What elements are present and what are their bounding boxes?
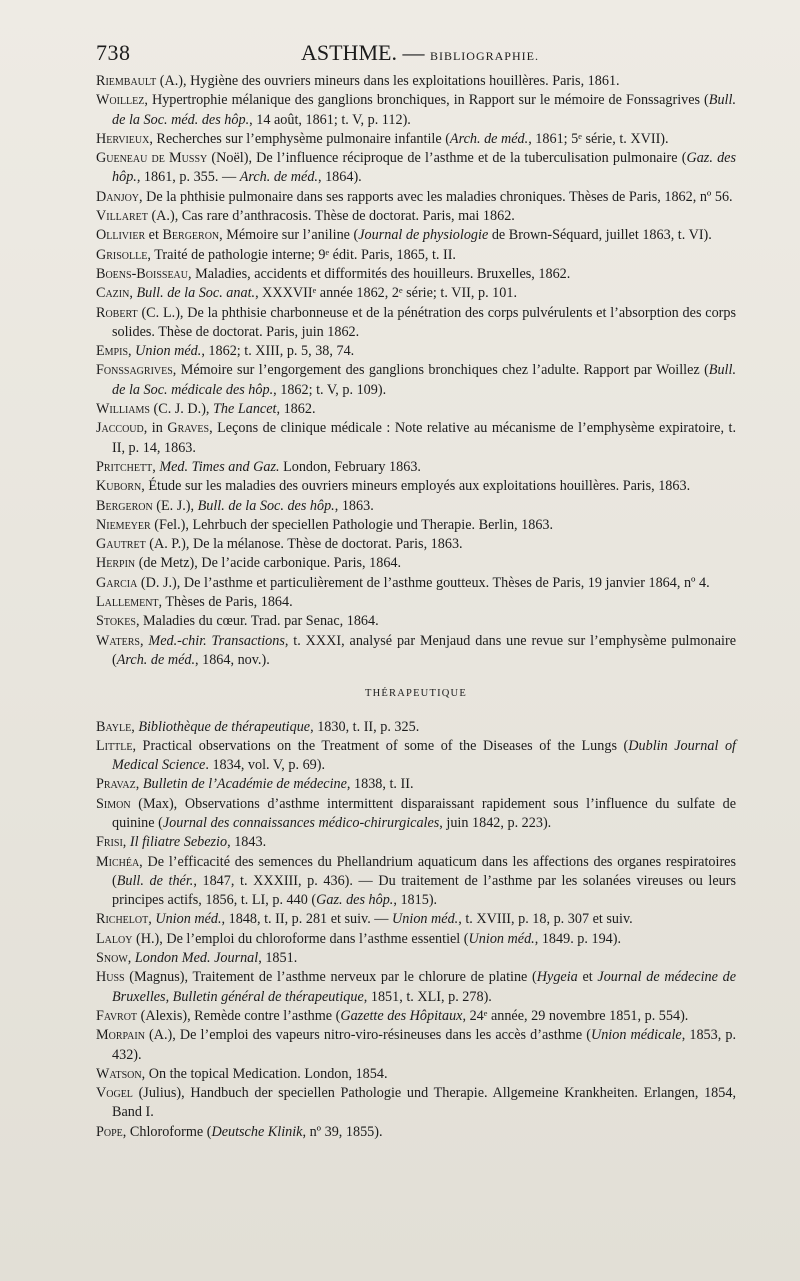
entry-author: Favrot bbox=[96, 1007, 138, 1024]
entry-author: Herpin bbox=[96, 555, 136, 572]
entry-text: , 1848, t. II, p. 281 et suiv. — bbox=[221, 911, 393, 928]
bibliography-entry bbox=[96, 1084, 736, 1123]
entry-title-italic: The Lancet bbox=[213, 401, 277, 418]
page-header bbox=[96, 40, 736, 70]
entry-title-italic: Gaz. des hôp. bbox=[316, 892, 394, 909]
entry-author: Bergeron bbox=[96, 497, 153, 514]
bibliography-entry bbox=[96, 1026, 736, 1065]
bibliography-entry bbox=[96, 284, 736, 303]
entry-author: Fonssagrives bbox=[96, 362, 173, 379]
entry-author: Stokes bbox=[96, 613, 136, 630]
entry-text: de Brown-Séquard, juillet 1863, t. VI). bbox=[488, 227, 712, 244]
entry-text: , 1851, t. XLI, p. 278). bbox=[363, 988, 492, 1005]
entry-text: , 1838, t. II. bbox=[346, 776, 414, 793]
entry-author: Kuborn bbox=[96, 478, 142, 495]
entry-title-italic: Med.-chir. Transactions bbox=[148, 632, 285, 649]
bibliography-entry bbox=[96, 361, 736, 400]
entry-text: (D. J.), De l’asthme et particulièrement de l’asthme goutteux. Thèses de Paris, 19 janvier 1864, nº 4. bbox=[137, 574, 710, 591]
entry-text: (A.), Hygiène des ouvriers mineurs dans les exploitations houillères. Paris, 1861. bbox=[156, 73, 620, 89]
entry-author: Danjoy bbox=[96, 188, 140, 205]
bibliography-entry bbox=[96, 612, 736, 631]
entry-title-italic: Bull. de thér. bbox=[116, 872, 194, 889]
entry-text: , bbox=[135, 776, 143, 793]
bibliography-entry bbox=[96, 207, 736, 226]
entry-text: . 1834, vol. V, p. 69). bbox=[205, 757, 326, 774]
entry-text: (H.), De l’emploi du chloroforme dans l’asthme essentiel ( bbox=[132, 930, 469, 947]
entry-text: , De l’efficacité des semences du Phellandrium aquaticum dans les affections des organes respiratoires ( bbox=[112, 853, 736, 889]
entry-text: , 1861, p. 355. — bbox=[136, 169, 240, 186]
entry-title-italic: Bull. de la Soc. médicale des hôp. bbox=[112, 362, 736, 398]
entry-author: Snow bbox=[96, 950, 128, 967]
entry-text: (Fel.), Lehrbuch der speciellen Pathologie und Therapie. Berlin, 1863. bbox=[150, 516, 554, 533]
entry-text: , 1862. bbox=[276, 401, 316, 418]
entry-text: , Étude sur les maladies des ouvriers mineurs employés aux exploitations houillères. Paris, 1863. bbox=[141, 478, 691, 495]
bibliography-entry bbox=[96, 72, 736, 91]
entry-text: , XXXVIIᵉ année 1862, 2ᵉ série; t. VII, p. 101. bbox=[255, 285, 517, 302]
entry-text: , Hypertrophie mélanique des ganglions bronchiques, in Rapport sur le mémoire de Fonssagrives ( bbox=[144, 92, 709, 109]
entry-author: Boens-Boisseau bbox=[96, 265, 188, 282]
bibliography-entry bbox=[96, 535, 736, 554]
page-number: 738 bbox=[96, 40, 131, 65]
entry-title-italic: Hygeia bbox=[536, 969, 578, 986]
entry-text: , bbox=[139, 632, 149, 649]
entry-text: , nº 39, 1855). bbox=[302, 1123, 383, 1140]
bibliography-entry bbox=[96, 1123, 736, 1142]
bibliography-section-therapeutique bbox=[96, 718, 736, 1143]
entry-author: Cazin bbox=[96, 285, 130, 302]
bibliography-entry bbox=[96, 574, 736, 593]
entry-text: , bbox=[152, 458, 160, 475]
entry-text: , 1849. p. 194). bbox=[534, 930, 622, 947]
entry-text: (Julius), Handbuch der speciellen Pathologie und Therapie. Allgemeine Krankheiten. Erlangen, 1854, Band I. bbox=[112, 1085, 736, 1121]
entry-title-italic: Med. Times and Gaz. bbox=[159, 458, 280, 475]
entry-text: (Alexis), Remède contre l’asthme ( bbox=[137, 1007, 341, 1024]
entry-author: Laloy bbox=[96, 930, 133, 947]
bibliography-entry bbox=[96, 419, 736, 458]
entry-title-italic: Union méd. bbox=[468, 930, 535, 947]
entry-title-italic: Arch. de méd. bbox=[116, 651, 196, 668]
entry-text: (C. L.), De la phthisie charbonneuse et de la pénétration des corps pulvérulents et l’absorption des corps solides. Thèse de doctorat. Paris, juin 1862. bbox=[112, 304, 736, 340]
entry-text: , juin 1842, p. 223). bbox=[439, 814, 552, 831]
entry-title-italic: Bull. de la Soc. méd. des hôp. bbox=[112, 92, 736, 128]
bibliography-entry bbox=[96, 497, 736, 516]
entry-title-italic: Journal de physiologie bbox=[358, 227, 489, 244]
entry-author: Pope bbox=[96, 1123, 123, 1140]
bibliography-entry bbox=[96, 833, 736, 852]
bibliography-entry bbox=[96, 853, 736, 911]
entry-text: , Traité de pathologie interne; 9ᵉ édit. Paris, 1865, t. II. bbox=[147, 246, 456, 263]
entry-author: Pritchett bbox=[96, 458, 153, 475]
entry-title-italic: Arch. de méd. bbox=[239, 169, 318, 186]
bibliography-entry bbox=[96, 949, 736, 968]
entry-author: Simon bbox=[96, 795, 131, 812]
bibliography-entry bbox=[96, 188, 736, 207]
entry-title-italic: Union méd. bbox=[135, 343, 202, 360]
entry-author: Garcia bbox=[96, 574, 138, 591]
entry-text: , bbox=[129, 285, 137, 302]
entry-author: Niemeyer bbox=[96, 516, 151, 533]
entry-text: , Mémoire sur l’engorgement des ganglions bronchiques chez l’adulte. Rapport par Woillez ( bbox=[172, 362, 709, 379]
bibliography-entry bbox=[96, 477, 736, 496]
entry-title-italic: Union méd. bbox=[392, 911, 459, 928]
entry-title-italic: Journal de médecine de Bruxelles, Bulletin général de thérapeutique bbox=[112, 969, 736, 1005]
bibliography-entry bbox=[96, 342, 736, 361]
entry-text: , 1853, p. 432). bbox=[112, 1027, 737, 1063]
entry-text: , Recherches sur l’emphysème pulmonaire infantile ( bbox=[149, 130, 450, 147]
entry-text: , 1862; t. V, p. 109). bbox=[273, 381, 387, 398]
bibliography-entry bbox=[96, 968, 736, 1007]
entry-text: , 24ᵉ année, 29 novembre 1851, p. 554). bbox=[462, 1007, 689, 1024]
entry-author: Riembault bbox=[96, 73, 157, 89]
bibliography-entry bbox=[96, 1007, 736, 1026]
bibliography-entry bbox=[96, 930, 736, 949]
entry-title-italic: Gaz. des hôp. bbox=[112, 150, 736, 186]
entry-text: , 1843. bbox=[227, 834, 267, 851]
entry-text: (de Metz), De l’acide carbonique. Paris, 1864. bbox=[135, 555, 402, 572]
bibliography-entry bbox=[96, 1065, 736, 1084]
entry-title-italic: Bull. de la Soc. des hôp. bbox=[197, 497, 335, 514]
entry-text: , Leçons de clinique médicale : Note relative au mécanisme de l’emphysème expiratoire, t. II, p. 14, 1863. bbox=[112, 420, 736, 456]
entry-title-italic: Bulletin de l’Académie de médecine bbox=[142, 776, 347, 793]
entry-text: , Practical observations on the Treatment of some of the Diseases of the Lungs ( bbox=[132, 737, 629, 754]
bibliography-body bbox=[96, 72, 736, 1142]
entry-text: (E. J.), bbox=[152, 497, 198, 514]
bibliography-entry bbox=[96, 718, 736, 737]
bibliography-entry bbox=[96, 246, 736, 265]
entry-text: , 1830, t. II, p. 325. bbox=[310, 718, 420, 735]
bibliography-entry bbox=[96, 458, 736, 477]
entry-text: , t. XXXI, analysé par Menjaud dans une revue sur l’emphysème pulmonaire ( bbox=[112, 632, 736, 668]
entry-text: (A.), Cas rare d’anthracosis. Thèse de doctorat. Paris, mai 1862. bbox=[147, 208, 515, 225]
entry-text: , 1815). bbox=[393, 892, 438, 909]
entry-author: Pravaz bbox=[96, 776, 136, 793]
entry-text: , bbox=[122, 834, 130, 851]
entry-author: Vogel bbox=[96, 1085, 133, 1102]
entry-text: , De la phthisie pulmonaire dans ses rapports avec les maladies chroniques. Thèses de Paris, 1862, nº 56. bbox=[139, 188, 733, 205]
entry-title-italic: Union méd. bbox=[155, 911, 222, 928]
entry-title-italic: Deutsche Klinik bbox=[211, 1123, 303, 1140]
entry-text: , bbox=[148, 911, 156, 928]
entry-author: Hervieux bbox=[96, 130, 150, 147]
entry-text: , 1862; t. XIII, p. 5, 38, 74. bbox=[201, 343, 355, 360]
entry-text: , 1861; 5ᵉ série, t. XVII). bbox=[528, 130, 669, 147]
entry-text: (Noël), De l’influence réciproque de l’asthme et de la tuberculisation pulmonaire ( bbox=[207, 150, 687, 167]
entry-author: Empis bbox=[96, 343, 129, 360]
entry-text: , Thèses de Paris, 1864. bbox=[158, 594, 293, 611]
entry-text: (Magnus), Traitement de l’asthme nerveux par le chlorure de platine ( bbox=[124, 969, 537, 986]
bibliography-section-general bbox=[96, 72, 736, 670]
entry-text: et bbox=[577, 969, 598, 986]
bibliography-entry bbox=[96, 910, 736, 929]
bibliography-entry bbox=[96, 91, 736, 130]
entry-title-italic: Union médicale bbox=[590, 1027, 682, 1044]
bibliography-entry bbox=[96, 130, 736, 149]
entry-author: Richelot bbox=[96, 911, 149, 928]
entry-author: Lallement bbox=[96, 594, 159, 611]
entry-text: , 1864). bbox=[317, 169, 362, 186]
bibliography-entry bbox=[96, 516, 736, 535]
entry-author: Villaret bbox=[96, 208, 148, 225]
entry-text: , 14 août, 1861; t. V, p. 112). bbox=[249, 111, 411, 128]
bibliography-entry bbox=[96, 400, 736, 419]
entry-author: Bayle bbox=[96, 718, 132, 735]
entry-text: et bbox=[145, 227, 163, 244]
entry-text: , bbox=[127, 950, 135, 967]
entry-title-italic: Journal des connaissances médico-chirurgicales bbox=[162, 814, 440, 831]
running-title-sub: BIBLIOGRAPHIE. bbox=[429, 49, 539, 63]
entry-author: Graves bbox=[167, 420, 210, 437]
entry-text: , 1851. bbox=[258, 950, 298, 967]
entry-title-italic: Bibliothèque de thérapeutique bbox=[138, 718, 311, 735]
entry-text: , t. XVIII, p. 18, p. 307 et suiv. bbox=[458, 911, 633, 928]
entry-title-italic: Gazette des Hôpitaux bbox=[340, 1007, 463, 1024]
entry-text: , bbox=[128, 343, 136, 360]
entry-author: Bergeron bbox=[162, 227, 220, 244]
entry-title-italic: Bull. de la Soc. anat. bbox=[136, 285, 256, 302]
running-title bbox=[301, 40, 539, 66]
entry-author: Grisolle bbox=[96, 246, 148, 263]
entry-text: (A.), De l’emploi des vapeurs nitro-viro-résineuses dans les accès d’asthme ( bbox=[144, 1027, 591, 1044]
bibliography-entry bbox=[96, 775, 736, 794]
running-title-main: ASTHME. bbox=[301, 40, 397, 65]
running-title-separator: — bbox=[396, 40, 430, 65]
entry-author: Watson bbox=[96, 1065, 142, 1082]
entry-author: Robert bbox=[96, 304, 138, 321]
entry-text: , Chloroforme ( bbox=[122, 1123, 212, 1140]
entry-text: London, February 1863. bbox=[279, 458, 421, 475]
entry-author: Huss bbox=[96, 969, 125, 986]
entry-author: Gautret bbox=[96, 536, 146, 553]
entry-author: Jaccoud bbox=[96, 420, 144, 437]
bibliography-entry bbox=[96, 554, 736, 573]
entry-text: , 1863. bbox=[334, 497, 374, 514]
entry-author: Gueneau de Mussy bbox=[96, 150, 208, 167]
entry-title-italic: Dublin Journal of Medical Science bbox=[112, 737, 736, 774]
entry-text: , On the topical Medication. London, 1854. bbox=[141, 1065, 388, 1082]
entry-title-italic: Il filiatre Sebezio bbox=[129, 834, 228, 851]
bibliography-entry bbox=[96, 226, 736, 245]
entry-text: , 1864, nov.). bbox=[195, 651, 270, 668]
entry-author: Ollivier bbox=[96, 227, 146, 244]
entry-author: Morpain bbox=[96, 1027, 145, 1044]
entry-author: Woillez bbox=[96, 92, 145, 109]
bibliography-entry bbox=[96, 632, 736, 671]
section-heading-therapeutique: THÉRAPEUTIQUE bbox=[365, 688, 467, 700]
entry-text: (Max), Observations d’asthme intermittent disparaissant rapidement sous l’influence du sulfate de quinine ( bbox=[112, 795, 736, 831]
bibliography-entry bbox=[96, 795, 736, 834]
bibliography-entry bbox=[96, 265, 736, 284]
bibliography-entry bbox=[96, 593, 736, 612]
bibliography-entry bbox=[96, 737, 736, 776]
entry-text: , Maladies du cœur. Trad. par Senac, 1864. bbox=[135, 613, 379, 630]
entry-text: , in bbox=[143, 420, 168, 437]
entry-title-italic: Arch. de méd. bbox=[449, 130, 529, 147]
entry-text: (A. P.), De la mélanose. Thèse de doctorat. Paris, 1863. bbox=[145, 536, 463, 553]
bibliography-entry bbox=[96, 149, 736, 188]
entry-text: , Mémoire sur l’aniline ( bbox=[219, 227, 359, 244]
entry-text: , bbox=[131, 718, 139, 735]
entry-author: Frisi bbox=[96, 834, 123, 851]
entry-author: Williams bbox=[96, 401, 150, 418]
entry-text: , Maladies, accidents et difformités des houilleurs. Bruxelles, 1862. bbox=[188, 265, 571, 282]
entry-title-italic: London Med. Journal bbox=[134, 950, 259, 967]
entry-author: Waters bbox=[96, 632, 140, 649]
entry-author: Michéa bbox=[96, 853, 140, 870]
entry-text: , 1847, t. XXXIII, p. 436). — Du traitement de l’asthme par les solanées vireuses ou leurs principes actifs, 1856, t. LI, p. 440 ( bbox=[112, 872, 736, 909]
bibliography-entry bbox=[96, 304, 736, 343]
entry-text: (C. J. D.), bbox=[149, 401, 214, 418]
entry-author: Little bbox=[96, 737, 133, 754]
